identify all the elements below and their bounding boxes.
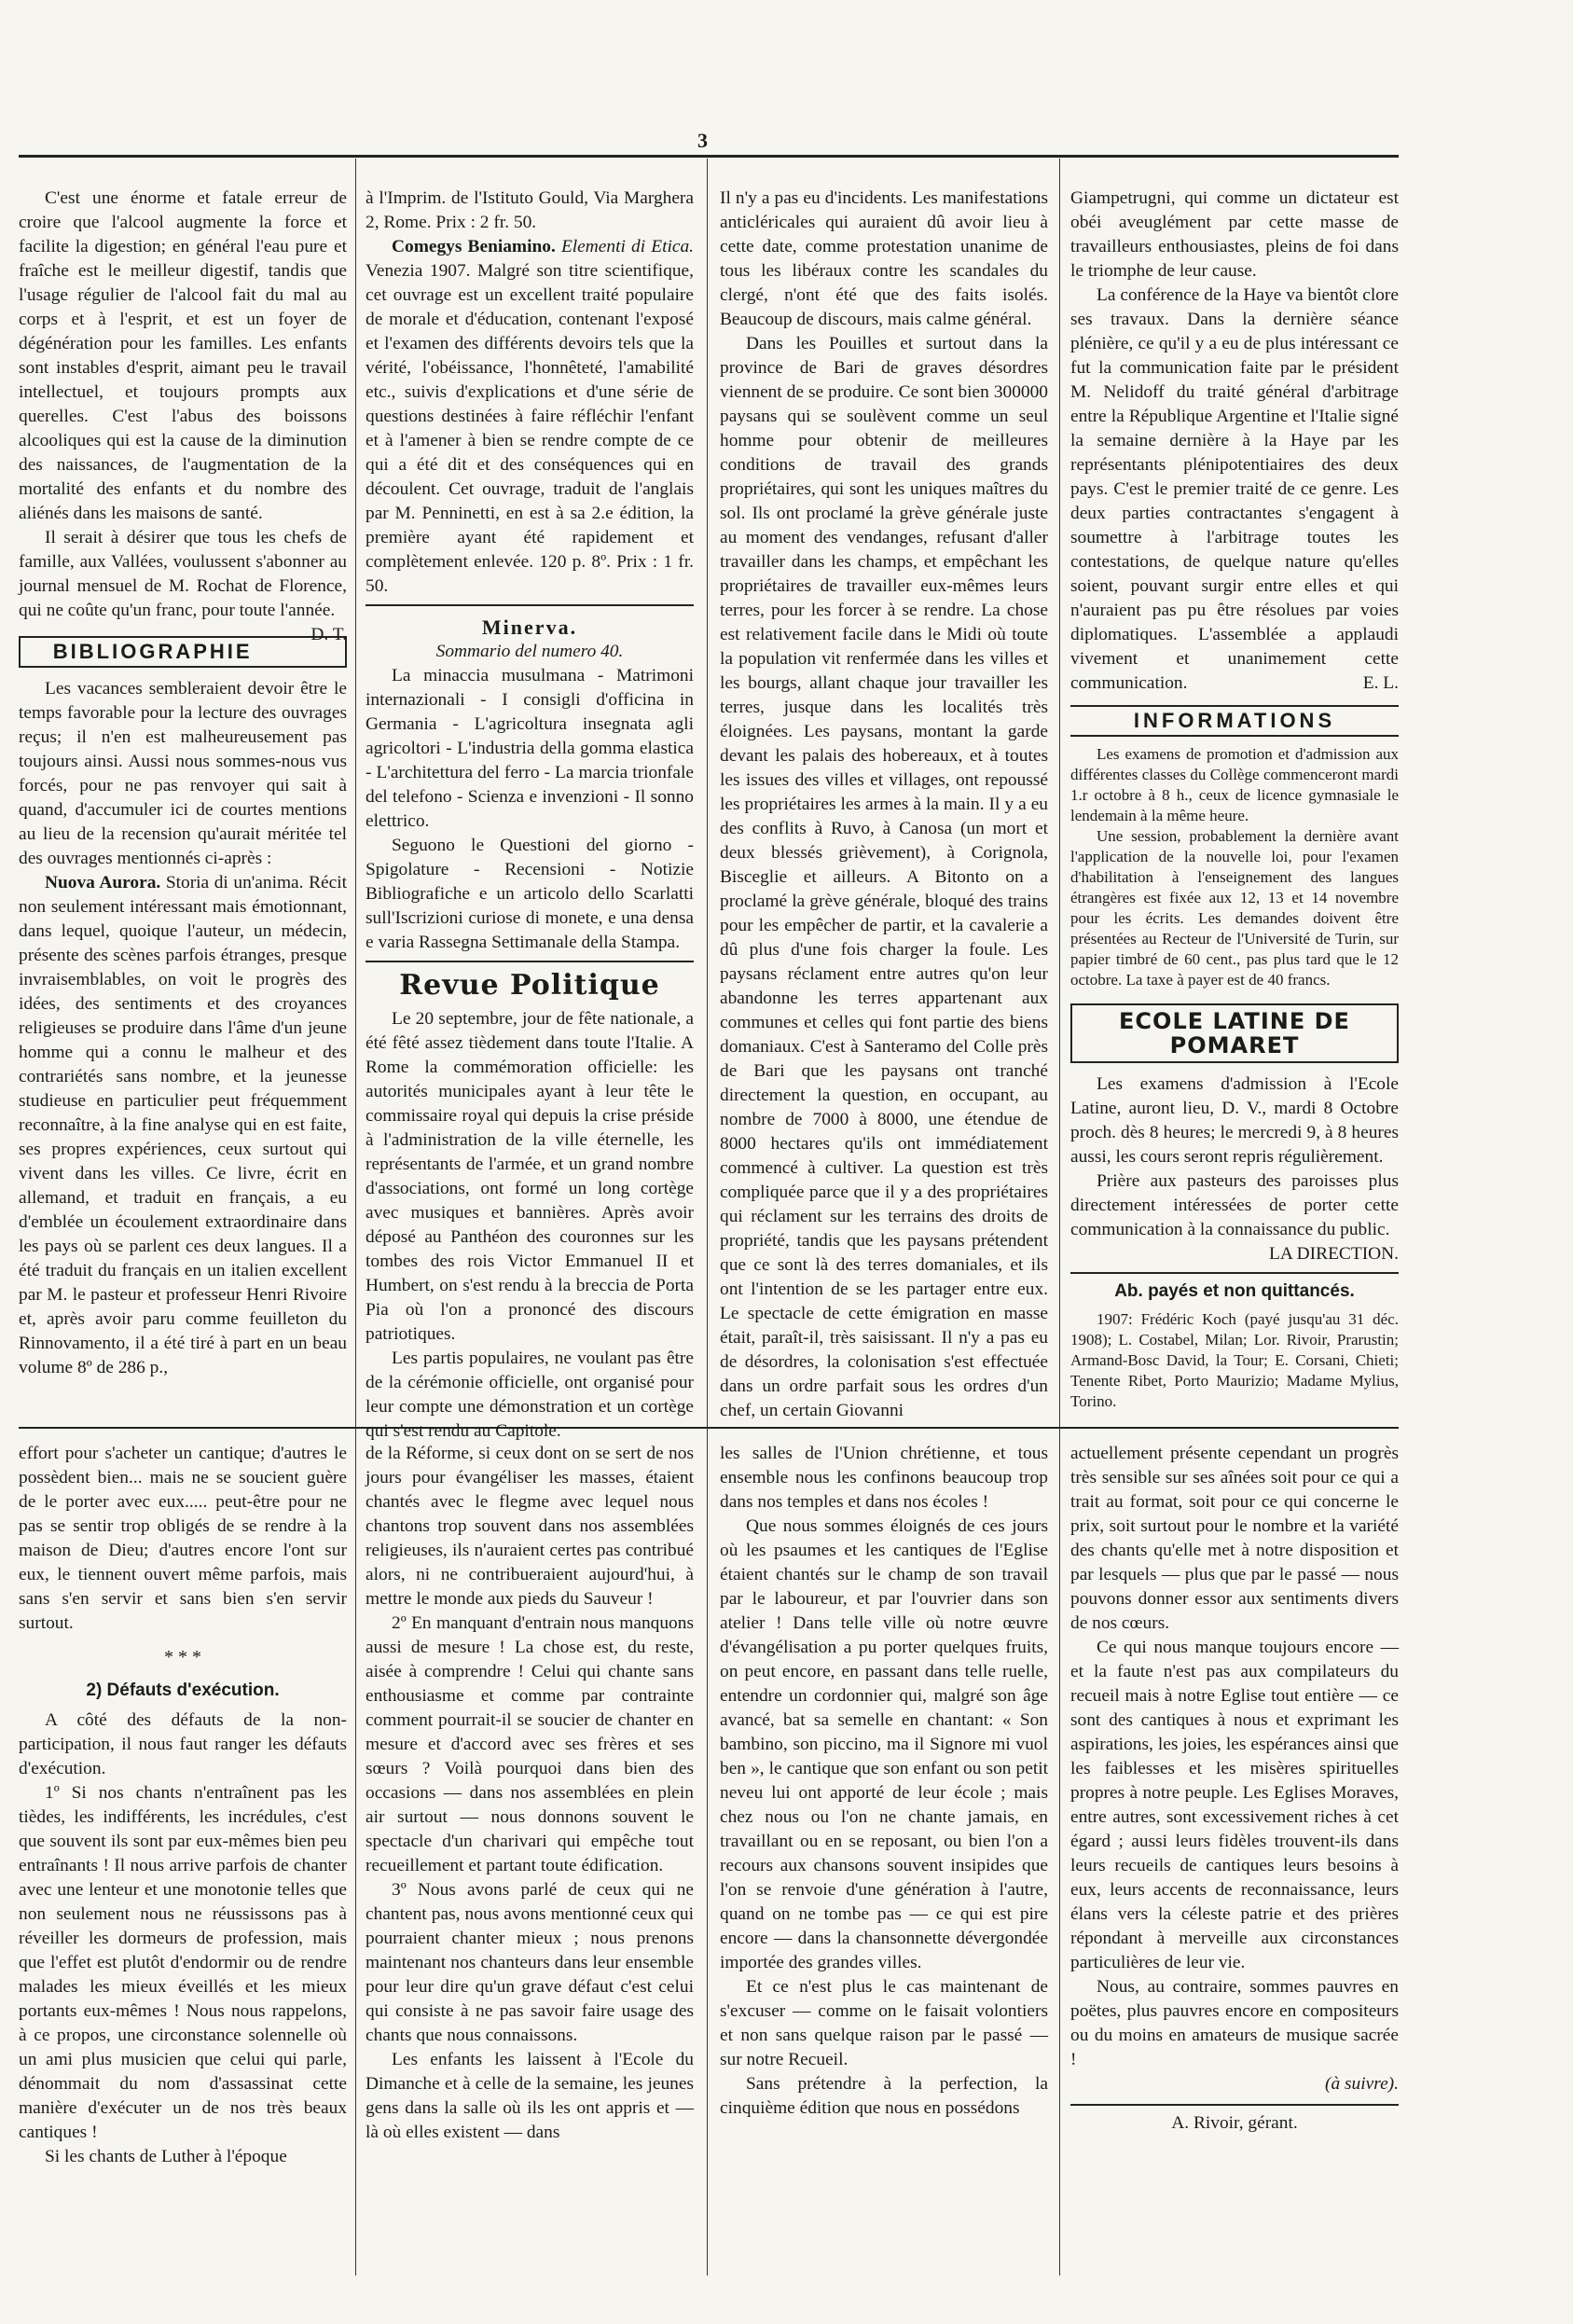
paragraph: Si les chants de Luther à l'époque xyxy=(45,2147,287,2166)
paragraph: Nuova Aurora. Storia di un'anima. Récit non seulement intéressant mais émotionnant, dans lequel, quoique l'auteur, un médecin, présente des scènes parfois étranges, presque invraisemblables, on voit le progrès des idées, des sentiments et des croyances religieuses se produire dans l'âme d'un jeune homme qui a connu le malheur et des contrariétés sans nombre, et la jeunesse studieuse en particulier peut fréquemment reconnaître, à la fine analyse qui en est faite, ses propres expériences, ceux surtout qui vivent dans les villes. Ce livre, écrit en allemand, et traduit en français, a eu d'emblée un écoulement extraordinaire dans les pays où se parlent ces deux langues. Il a été traduit du français en un italien excellent par M. le pasteur et professeur Henri Rivoire et, après avoir paru comme feuilleton du Rinnovamento, il a été tiré à part en un beau volume 8º de 286 p., xyxy=(19,873,347,1377)
signature: D. T. xyxy=(310,625,347,644)
paragraph: Ce qui nous manque toujours encore — et la faute n'est pas aux compilateurs du recueil mais à notre Eglise tout entière — ce sont des cantiques à nous et exprimant les aspirations, les joies, les espérances ainsi que les faiblesses et les misères spirituelles propres à notre peuple. Les Eglises Moraves, entre autres, sont excessivement riches à cet égard ; aussi leurs fidèles trouvent-ils dans leurs recueils de cantiques leurs besoins à eux, leurs accents de reconnaissance, leurs élans vers la céleste patrie et des prières répondant à merveille aux circonstances particulières de leur vie. xyxy=(1070,1638,1399,1972)
column-divider xyxy=(1059,159,1060,2276)
book-title: Nuova Aurora. xyxy=(45,873,161,892)
minerva-title: Minerva. xyxy=(481,616,578,639)
column-4-top xyxy=(1070,187,1399,1418)
paragraph: La conférence de la Haye va bientôt clore ses travaux. Dans la dernière séance plénière, ce qu'il y a eu de plus intéressant ce fut la communication faite par le président M. Nelidoff du traité général d'arbitrage entre la République Argentine et l'Italie signé la semaine dernière à la Haye par les représentants plénipotentiaires des deux pays. C'est le premier traité de ce genre. Les deux parties contractantes s'engagent à soumettre à l'arbitrage toutes les contestations, de quelque nature qu'elles soient, pouvant surgir entre elles et qui n'auraient pas pu être résolues par voies diplomatiques. L'assemblée a applaudi vivement et unanimement cette communication. E. L. xyxy=(1070,284,1399,696)
top-rule xyxy=(19,155,1399,158)
section-heading-informations: INFORMATIONS xyxy=(1070,705,1399,737)
paragraph: Dans les Pouilles et surtout dans la province de Bari de graves désordres viennent de se produire. Ce sont bien 300000 paysans qui se soulèvent comme un seul homme pour obtenir de meilleures conditions de travail des grands propriétaires, qui sont les uniques maîtres du sol. Ils ont proclamé la grève générale juste au moment des vendanges, refusant d'aller travailler dans les champs, et empêchant les propriétaires de travailler eux-mêmes leurs terres, pour les forcer à se rendre. La chose est relativement facile dans le Midi où toute la population vit renfermée dans les villes et les bourgs, allant chaque jour travailler les terres, jusque dans les localités très éloignées. Les paysans, montant la garde devant les palais des hobereaux, et à toutes les issues des villes et villages, ont repoussé les propriétaires les armes à la main. Il y a eu des conflits à Ruvo, à Canosa (un mort et deux blessés grièvement), à Corignola, Bisceglie et ailleurs. A Bitonto on a proclamé la grève générale, bloqué des trains pour les empêcher de partir, et la cavalerie a dû plus d'une fois charger la foule. Les paysans réclament entre autres qu'on leur abandonne les terres appartenant aux communes et celles qui font partie des biens domaniaux. C'est à Santeramo del Colle près de Bari que les paysans ont tranché directement la question, en occupant, au nombre de 7000 à 8000, une étendue de 8000 hectares qu'ils ont immédiatement commencé à cultiver. La question est très compliquée parce que il y a des propriétaires qui réclament sur les terrains des droits de propriété, tandis que les paysans prétendent que ce sont là des terres domaniales, et ils ont l'intention de se les partager entre eux. Le spectacle de cette émigration en masse était, paraît-il, très saisissant. Il n'y a pas eu de désordres, la colonisation s'est effectuée dans un ordre parfait sous les ordres d'un chef, un certain Giovanni xyxy=(720,334,1048,1420)
paragraph: Les examens d'admission à l'Ecole Latine, auront lieu, D. V., mardi 8 Octobre proch. dès 8 heures; le mercredi 9, à 8 heures aussi, les cours seront repris régulièrement. xyxy=(1070,1074,1399,1167)
column-2-bottom xyxy=(366,1442,694,2281)
page-number: 3 xyxy=(697,129,708,152)
paragraph: effort pour s'acheter un cantique; d'autres le possèdent bien... mais ne se soucient guère de le porter avec eux..... peut-être pour ne pas se sentir trop obligés de se rendre à la maison de Dieu; d'autres encore l'ont sur eux, le tiennent ouvert même parfois, mais sans s'en servir et sans bien s'en servir surtout. xyxy=(19,1444,347,1633)
column-4-bottom xyxy=(1070,1442,1399,2281)
to-be-continued: (à suivre). xyxy=(1325,2074,1399,2094)
paragraph: Comegys Beniamino. Elementi di Etica. Venezia 1907. Malgré son titre scientifique, cet ouvrage est un excellent traité populaire de morale et d'éducation, contenant l'exposé et l'examen des différents devoirs tels que la vérité, l'obéissance, l'honnêteté, l'amabilité etc., suivis d'explications et d'une série de questions destinées à faire réfléchir l'enfant et à l'amener à bien se rendre compte de ce qui a été dit et des conséquences qui en découlent. Cet ouvrage, traduit de l'anglais par M. Penninetti, en est à sa 2.e édition, la première ayant été rapidement et complètement enlevée. 120 p. 8º. Prix : 1 fr. 50. xyxy=(366,237,694,596)
section-heading-bibliographie: BIBLIOGRAPHIE xyxy=(19,636,347,668)
paragraph: Les vacances sembleraient devoir être le temps favorable pour la lecture des ouvrages reçus; il n'en est malheureusement pas toujours ainsi. Aussi nous sommes-nous vus forcés, pour ne pas renvoyer qui sait à quand, d'accumuler ici de courtes mentions au lieu de la recension qu'aurait méritée tel des ouvrages mentionnés ci-après : xyxy=(19,679,347,868)
paragraph: 2º En manquant d'entrain nous manquons aussi de mesure ! La chose est, du reste, aisée à comprendre ! Celui qui chante sans enthousiasme et comme par contrainte comment pourrait-il se soucier de chanter en mesure et d'accord avec ses frères et ses sœurs ? Voilà pourquoi dans bien des occasions — dans nos assemblées en plein air surtout — nous donnons souvent le spectacle d'un charivari qui empêche tout recueillement et partant toute édification. xyxy=(366,1613,694,1875)
subscriptions-heading: Ab. payés et non quittancés. xyxy=(1114,1281,1355,1301)
subsection-heading: 2) Défauts d'exécution. xyxy=(86,1681,280,1700)
column-divider xyxy=(355,159,356,2276)
signature: E. L. xyxy=(1362,673,1399,693)
middle-rule xyxy=(19,1427,1399,1429)
paragraph: A côté des défauts de la non-participation, il nous faut ranger les défauts d'exécution. xyxy=(19,1710,347,1778)
paragraph: Il serait à désirer que tous les chefs de famille, aux Vallées, voulussent s'abonner au journal mensuel de M. Rochat de Florence, qui ne coûte qu'un franc, pour toute l'année. D. T. xyxy=(19,526,347,623)
book-author: Comegys Beniamino. xyxy=(392,237,556,256)
paragraph: à l'Imprim. de l'Istituto Gould, Via Marghera 2, Rome. Prix : 2 fr. 50. xyxy=(366,188,694,232)
paragraph: Les partis populaires, ne voulant pas être de la cérémonie officielle, ont organisé pour leur compte une démonstration et un cortège qui s'est rendu au Capitole. xyxy=(366,1349,694,1441)
paragraph: 1º Si nos chants n'entraînent pas les tièdes, les indifférents, les incrédules, c'est que souvent ils sont par eux-mêmes bien peu entraînants ! Il nous arrive parfois de chanter avec une lenteur et une monotonie telles que non seulement nous ne réussissons pas à réveiller les dormeurs de profession, mais que l'effet est plutôt d'endormir ou de rendre malades les mieux éveillés et les mieux portants eux-mêmes ! Nous nous rappelons, à ce propos, une circonstance solennelle où un ami plus musicien que celui qui parle, dénommait du nom d'assassinat cette manière d'exécuter un de nos très beaux cantiques ! xyxy=(19,1783,347,2142)
column-1-top xyxy=(19,187,347,1418)
paragraph: Il n'y a pas eu d'incidents. Les manifestations anticléricales qui auraient dû avoir lieu à cette date, comme protestation unanime de tous les libéraux contre les scandales du clergé, n'ont été que des faits isolés. Beaucoup de discours, mais calme général. xyxy=(720,188,1048,329)
column-3-bottom xyxy=(720,1442,1048,2281)
section-heading-ecole-latine: ECOLE LATINE DE POMARET xyxy=(1070,1003,1399,1063)
paragraph: Une session, probablement la dernière avant l'application de la nouvelle loi, pour l'examen d'habilitation à l'enseignement des langues étrangères est fixée aux 12, 13 et 14 novembre pour les écrits. Les demandes doivent être présentées au Recteur de l'Université de Turin, sur papier timbré de 60 cent., pas plus tard que le 12 octobre. La taxe à payer est de 40 francs. xyxy=(1070,827,1399,989)
paragraph: actuellement présente cependant un progrès très sensible sur ses aînées soit pour ce qui a trait au format, soit pour ce qui concerne le prix, soit surtout pour le nombre et la variété des chants qu'elle met à notre disposition et par lesquels — plus que par le passé — nous pouvons donner essor aux sentiments divers de nos cœurs. xyxy=(1070,1444,1399,1633)
paragraph: La minaccia musulmana - Matrimoni internazionali - I consigli d'officina in Germania - L'agricoltura insegnata agli agricoltori - L'industria della gomma elastica - L'architettura del ferro - La marcia trionfale del telefono - Scienza e invenzioni - Il sonno elettrico. xyxy=(366,666,694,831)
divider xyxy=(366,604,694,606)
paragraph: Seguono le Questioni del giorno - Spigolature - Recensioni - Notizie Bibliografiche e un articolo dello Scarlatti sull'Iscrizioni curiose di monete, e una densa e varia Rassegna Settimanale della Stampa. xyxy=(366,836,694,952)
section-separator: * * * xyxy=(164,1647,201,1667)
paragraph: Prière aux pasteurs des paroisses plus directement intéressées de porter cette communication à la connaissance du public. xyxy=(1070,1171,1399,1239)
minerva-subtitle: Sommario del numero 40. xyxy=(435,642,624,661)
column-1-bottom xyxy=(19,1442,347,2281)
paragraph: 3º Nous avons parlé de ceux qui ne chantent pas, nous avons mentionné ceux qui pourraient chanter mieux ; nous prenons maintenant nos chanteurs dans leur ensemble pour leur dire qu'un grave défaut c'est celui qui consiste à ne pas savoir faire usage des chants que nous connaissons. xyxy=(366,1880,694,2045)
paragraph: les salles de l'Union chrétienne, et tous ensemble nous les confinons beaucoup trop dans nos temples et dans nos écoles ! xyxy=(720,1444,1048,1512)
column-3-top xyxy=(720,187,1048,1418)
paragraph: Les examens de promotion et d'admission aux différentes classes du Collège commenceront mardi 1.r octobre à 8 h., ceux de licence gymnasiale le lendemain à la même heure. xyxy=(1070,745,1399,824)
paragraph: Que nous sommes éloignés de ces jours où les psaumes et les cantiques de l'Eglise étaient chantés sur le champ de son travail par le laboureur, et par l'ouvrier dans son atelier ! Dans telle ville où notre œuvre d'évangélisation a pu porter quelques fruits, on peut encore, en passant dans telle ruelle, entendre un cordonnier qui, malgré son âge avancé, bat sa semelle en chantant: « Son bambino, son piccino, ma il Signore mi vuol ben », le cantique que son enfant ou son petit neveu lui ont apporté de leur école ; mais chez nous ou l'on ne chante jamais, en travaillant ou en se reposant, ou bien l'on a recours aux chansons souvent insipides que l'on se renvoie d'une génération à l'autre, quand on ne tombe pas — ce qui est pire encore — dans la chansonnette dévergondée importée des grandes villes. xyxy=(720,1516,1048,1972)
paragraph: 1907: Frédéric Koch (payé jusqu'au 31 déc. 1908); L. Costabel, Milan; Lor. Rivoir, Prarustin; Armand-Bosc David, la Tour; E. Corsani, Chieti; Tenente Ribet, Porto Maurizio; Madame Mylius, Torino. xyxy=(1070,1310,1399,1410)
paragraph: Nous, au contraire, sommes pauvres en poëtes, plus pauvres encore en compositeurs ou du moins en amateurs de musique sacrée ! xyxy=(1070,1977,1399,2069)
publisher-signature: A. Rivoir, gérant. xyxy=(1070,2104,1399,2136)
signature: LA DIRECTION. xyxy=(1269,1244,1399,1264)
paragraph: C'est une énorme et fatale erreur de croire que l'alcool augmente la force et facilite la digestion; en général l'eau pure et fraîche est le meilleur digestif, tandis que l'usage régulier de l'alcool fait du mal au corps et à l'esprit, et est un foyer de dégénération pour les familles. Les enfants sont instables d'esprit, aimant peu le travail intellectuel, et toujours prompts aux querelles. C'est l'abus des boissons alcooliques qui est la cause de la diminution des naissances, de l'augmentation de la mortalité des enfants et du nombre des aliénés dans les maisons de santé. xyxy=(19,188,347,523)
column-2-top xyxy=(366,187,694,1441)
column-divider xyxy=(707,159,708,2276)
paragraph: Et ce n'est plus le cas maintenant de s'excuser — comme on le faisait volontiers et non sans quelque raison par le passé — sur notre Recueil. xyxy=(720,1977,1048,2069)
paragraph: de la Réforme, si ceux dont on se sert de nos jours pour évangéliser les masses, étaient chantés avec le flegme avec lequel nous chantons trop souvent dans nos assemblées religieuses, ils n'auraient certes pas contribué alors, ni ne contribueraient aujourd'hui, à mettre le monde aux pieds du Sauveur ! xyxy=(366,1444,694,1609)
divider xyxy=(1070,1272,1399,1274)
paragraph: Giampetrugni, qui comme un dictateur est obéi aveuglément par cette masse de travailleurs enthousiastes, pleins de foi dans le triomphe de leur cause. xyxy=(1070,188,1399,281)
paragraph: Le 20 septembre, jour de fête nationale, a été fêté assez tièdement dans toute l'Italie. A Rome la commémoration officielle: les autorités municipales ayant à leur tête le commissaire royal qui depuis la crise préside à l'administration de la ville éternelle, les représentants de l'armée, et un grand nombre d'associations, ont formé un long cortège avec musiques et bannières. Après avoir déposé au Panthéon des couronnes sur les tombes des rois Victor Emmanuel II et Humbert, on s'est rendu à la breccia de Porta Pia où l'on a prononcé des discours patriotiques. xyxy=(366,1009,694,1344)
paragraph: Sans prétendre à la perfection, la cinquième édition que nous en possédons xyxy=(720,2074,1048,2118)
section-heading-revue-politique: Revue Politique xyxy=(399,969,660,1002)
divider xyxy=(366,961,694,962)
paragraph: Les enfants les laissent à l'Ecole du Dimanche et à celle de la semaine, les jeunes gens dans la salle où ils les ont appris et — là où elles existent — dans xyxy=(366,2050,694,2142)
